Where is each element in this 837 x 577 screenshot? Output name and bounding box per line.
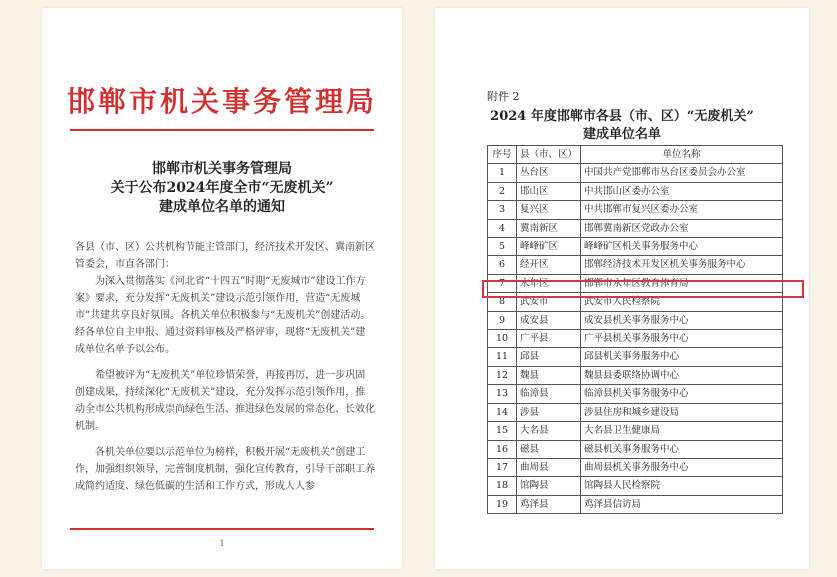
notice-title-line-2: 关于公布2024年度全市“无废机关” xyxy=(110,180,334,196)
body-paragraph-2: 希望被评为“无废机关”单位珍惜荣誉，再接再厉，进一步巩固创建成果，持续深化“无废机关”建设，充分发挥示范引领作用，推动全市公共机构形成崇尚绿色生活、推进绿色发展的常态化、长效化机制。 xyxy=(75,370,375,432)
row-number: 13 xyxy=(488,385,517,403)
column-header-number: 序号 xyxy=(488,146,517,164)
row-county: 永年区 xyxy=(517,274,581,292)
red-header-rule xyxy=(70,129,374,131)
table-row xyxy=(488,311,783,329)
annex-label: 附件 2 xyxy=(487,90,520,103)
row-county: 邱县 xyxy=(517,348,581,366)
row-unit-name: 峰峰矿区机关事务服务中心 xyxy=(581,238,783,256)
column-header-unit: 单位名称 xyxy=(581,146,783,164)
row-county: 丛台区 xyxy=(517,164,581,182)
row-number: 7 xyxy=(488,274,517,292)
row-county: 磁县 xyxy=(517,440,581,458)
row-number: 11 xyxy=(488,348,517,366)
row-unit-name: 馆陶县人民检察院 xyxy=(581,477,783,495)
row-unit-name: 成安县机关事务服务中心 xyxy=(581,311,783,329)
table-title-line-2: 建成单位名单 xyxy=(582,127,661,142)
row-county: 成安县 xyxy=(517,311,581,329)
row-number: 16 xyxy=(488,440,517,458)
row-number: 15 xyxy=(488,422,517,440)
row-number: 14 xyxy=(488,403,517,421)
notice-title-line-3: 建成单位名单的通知 xyxy=(159,199,285,215)
table-title-line-1: 2024 年度邯郸市各县（市、区）“无废机关” xyxy=(490,109,754,124)
table-row xyxy=(488,477,783,495)
unit-list-table xyxy=(487,145,783,514)
row-county: 鸡泽县 xyxy=(517,495,581,513)
table-row xyxy=(488,238,783,256)
row-unit-name: 武安市人民检察院 xyxy=(581,293,783,311)
table-row xyxy=(488,440,783,458)
row-number: 8 xyxy=(488,293,517,311)
row-county: 大名县 xyxy=(517,422,581,440)
table-row xyxy=(488,385,783,403)
table-row xyxy=(488,348,783,366)
row-county: 涉县 xyxy=(517,403,581,421)
row-county: 冀南新区 xyxy=(517,219,581,237)
body-paragraph-3: 各机关单位要以示范单位为榜样，积极开展“无废机关”创建工作，加强组织领导，完善制度机制，强化宣传教育，引导干部职工养成简约适度、绿色低碳的生活和工作方式，形成人人参 xyxy=(75,447,375,492)
row-unit-name: 邯郸冀南新区党政办公室 xyxy=(581,219,783,237)
table-row xyxy=(488,330,783,348)
row-unit-name: 涉县住房和城乡建设局 xyxy=(581,403,783,421)
row-county: 馆陶县 xyxy=(517,477,581,495)
table-row xyxy=(488,403,783,421)
row-unit-name: 中共邯山区委办公室 xyxy=(581,182,783,200)
row-county: 临漳县 xyxy=(517,385,581,403)
table-row xyxy=(488,495,783,513)
row-number: 5 xyxy=(488,238,517,256)
row-unit-name: 磁县机关事务服务中心 xyxy=(581,440,783,458)
row-unit-name: 魏县县委联络协调中心 xyxy=(581,366,783,384)
row-number: 9 xyxy=(488,311,517,329)
row-county: 广平县 xyxy=(517,330,581,348)
row-unit-name: 临漳县机关事务服务中心 xyxy=(581,385,783,403)
row-unit-name: 大名县卫生健康局 xyxy=(581,422,783,440)
row-number: 19 xyxy=(488,495,517,513)
row-county: 魏县 xyxy=(517,366,581,384)
row-number: 18 xyxy=(488,477,517,495)
row-unit-name: 鸡泽县信访局 xyxy=(581,495,783,513)
row-unit-name: 曲周县机关事务服务中心 xyxy=(581,458,783,476)
row-number: 10 xyxy=(488,330,517,348)
row-number: 6 xyxy=(488,256,517,274)
row-county: 峰峰矿区 xyxy=(517,238,581,256)
table-row xyxy=(488,256,783,274)
row-county: 武安市 xyxy=(517,293,581,311)
issuing-bureau-header: 邯郸市机关事务管理局 xyxy=(66,85,377,118)
highlight-box-row-8 xyxy=(482,280,804,298)
document-page-notice xyxy=(42,8,402,569)
row-county: 邯山区 xyxy=(517,182,581,200)
red-footer-rule xyxy=(70,528,374,530)
row-unit-name: 邯郸市永年区教育体育局 xyxy=(581,274,783,292)
body-paragraph-1: 为深入贯彻落实《河北省“十四五”时期“无废城市”建设工作方案》要求，充分发挥“无废机关”建设示范引领作用，营造“无废城市”共建共享良好氛围。各机关单位积极参与“无废机关”创建活动。经各单位自主申报、通过资料审核及严格评审，现将“无废机关”建成单位名单予以公布。 xyxy=(75,276,371,355)
table-row xyxy=(488,182,783,200)
row-county: 经开区 xyxy=(517,256,581,274)
table-row xyxy=(488,201,783,219)
notice-title-line-1: 邯郸市机关事务管理局 xyxy=(152,161,292,177)
row-number: 1 xyxy=(488,164,517,182)
row-unit-name: 中国共产党邯郸市丛台区委员会办公室 xyxy=(581,164,783,182)
salutation: 各县（市、区）公共机构节能主管部门，经济技术开发区、冀南新区管委会，市直各部门： xyxy=(75,242,375,270)
row-unit-name: 中共邯郸市复兴区委办公室 xyxy=(581,201,783,219)
row-unit-name: 邯郸经济技术开发区机关事务服务中心 xyxy=(581,256,783,274)
table-row xyxy=(488,458,783,476)
table-row xyxy=(488,422,783,440)
row-unit-name: 广平县机关事务服务中心 xyxy=(581,330,783,348)
column-header-county: 县（市、区） xyxy=(517,146,581,164)
table-row xyxy=(488,366,783,384)
row-county: 复兴区 xyxy=(517,201,581,219)
row-number: 12 xyxy=(488,366,517,384)
page-number: 1 xyxy=(219,539,225,548)
table-header-row xyxy=(488,146,783,164)
row-county: 曲周县 xyxy=(517,458,581,476)
table-row xyxy=(488,219,783,237)
table-row xyxy=(488,164,783,182)
row-number: 2 xyxy=(488,182,517,200)
row-number: 17 xyxy=(488,458,517,476)
row-number: 4 xyxy=(488,219,517,237)
row-number: 3 xyxy=(488,201,517,219)
row-unit-name: 邱县机关事务服务中心 xyxy=(581,348,783,366)
